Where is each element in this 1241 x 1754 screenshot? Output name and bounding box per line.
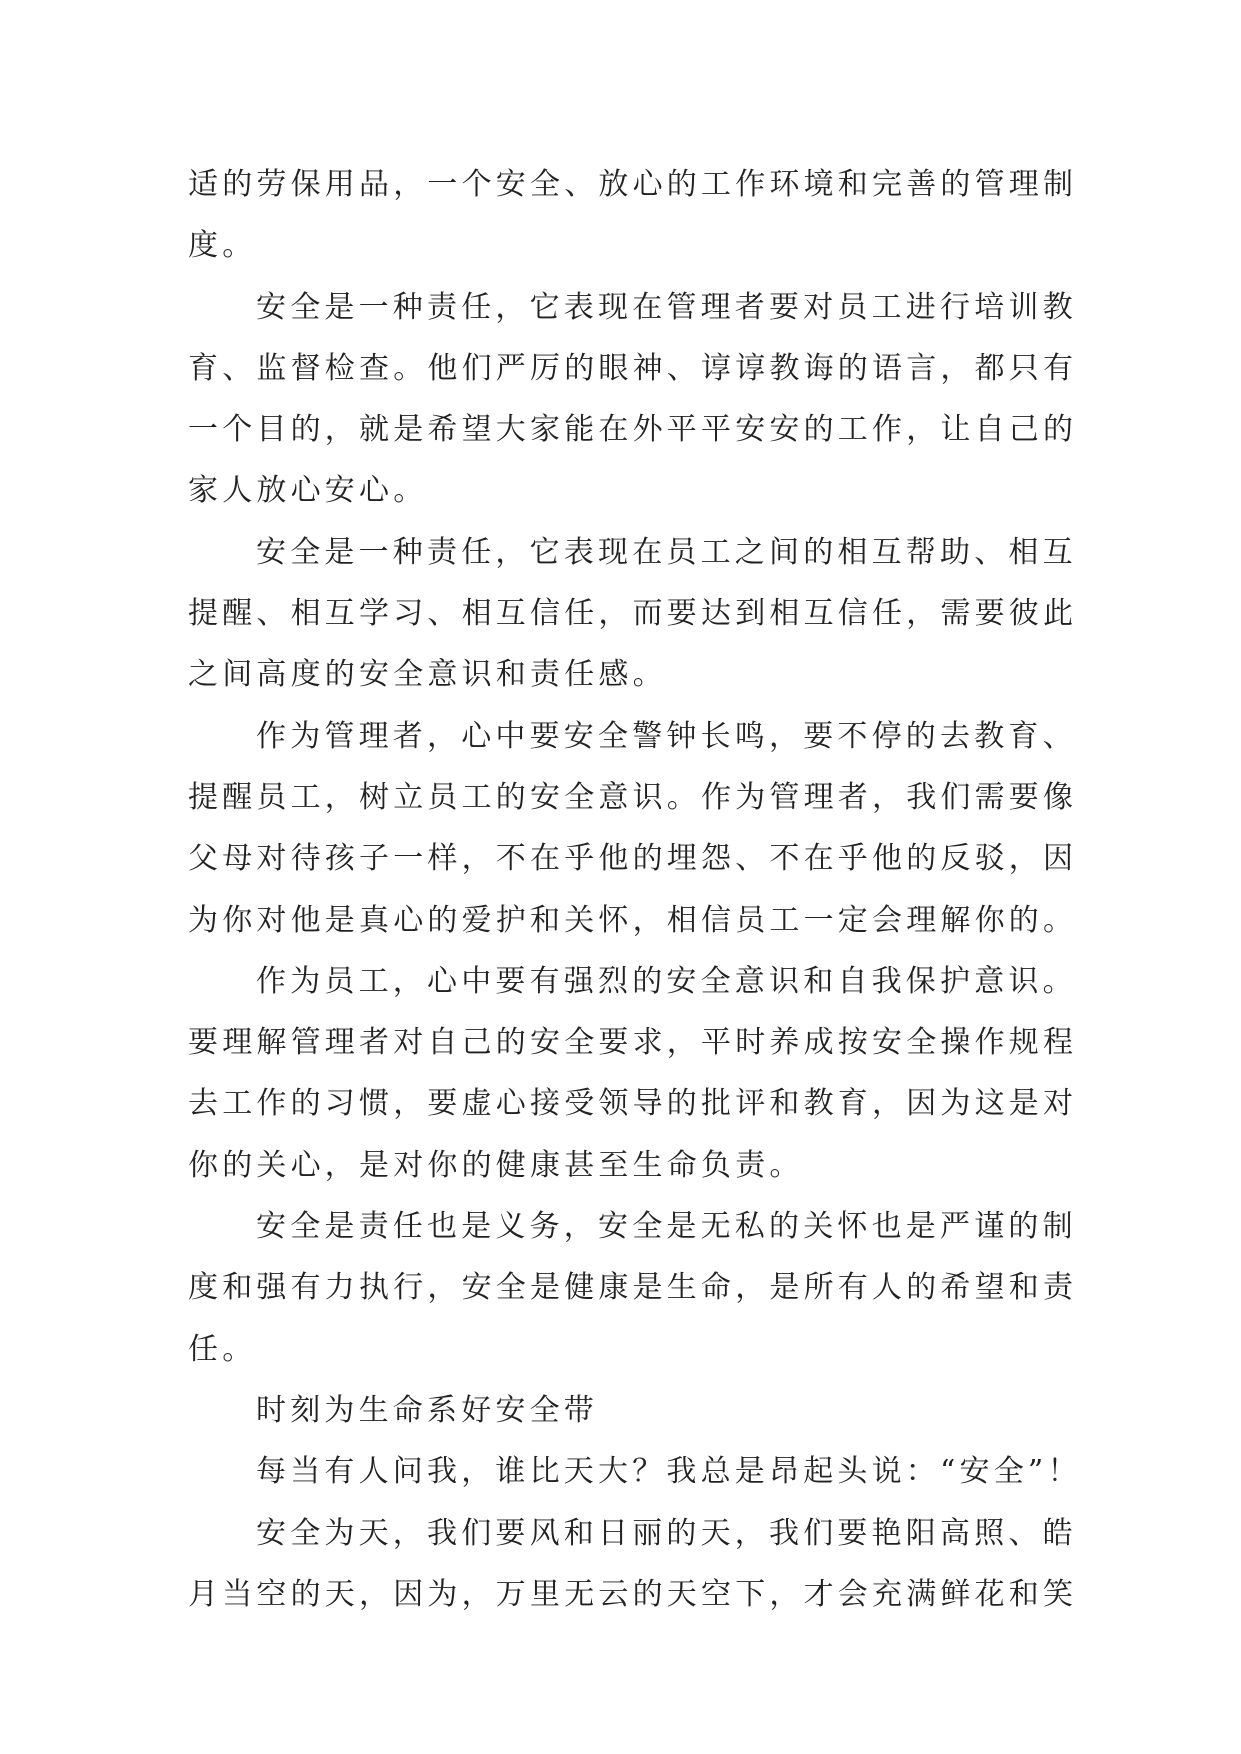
text-line: 为你对他是真心的爱护和关怀，相信员工一定会理解你的。 xyxy=(188,902,1078,938)
text-line: 安全为天，我们要风和日丽的天，我们要艳阳高照、皓 xyxy=(256,1515,1077,1551)
text-line: 要理解管理者对自己的安全要求，平时养成按安全操作规程 xyxy=(188,1025,1078,1061)
text-line: 提醒、相互学习、相互信任，而要达到相互信任，需要彼此 xyxy=(188,596,1078,632)
text-line: 育、监督检查。他们严厉的眼神、谆谆教诲的语言，都只有 xyxy=(188,350,1078,386)
text-line: 作为管理者，心中要安全警钟长鸣，要不停的去教育、 xyxy=(256,718,1077,754)
text-line: 父母对待孩子一样，不在乎他的埋怨、不在乎他的反驳，因 xyxy=(188,841,1078,877)
text-line: 你的关心，是对你的健康甚至生命负责。 xyxy=(188,1147,804,1183)
text-line: 安全是责任也是义务，安全是无私的关怀也是严谨的制 xyxy=(256,1209,1077,1245)
text-line: 之间高度的安全意识和责任感。 xyxy=(188,657,667,693)
text-line: 家人放心安心。 xyxy=(188,473,428,509)
text-line: 度和强有力执行，安全是健康是生命，是所有人的希望和责 xyxy=(188,1270,1078,1306)
text-line: 安全是一种责任，它表现在员工之间的相互帮助、相互 xyxy=(256,534,1077,570)
text-line: 任。 xyxy=(188,1331,257,1367)
text-line: 月当空的天，因为，万里无云的天空下，才会充满鲜花和笑 xyxy=(188,1576,1078,1612)
text-line: 一个目的，就是希望大家能在外平平安安的工作，让自己的 xyxy=(188,412,1078,448)
text-line: 去工作的习惯，要虚心接受领导的批评和教育，因为这是对 xyxy=(188,1086,1078,1122)
document-body xyxy=(188,154,1082,1625)
text-line: 适的劳保用品，一个安全、放心的工作环境和完善的管理制 xyxy=(188,167,1078,202)
text-line: 作为员工，心中要有强烈的安全意识和自我保护意识。 xyxy=(256,963,1077,999)
text-line: 度。 xyxy=(188,228,257,264)
text-line: 提醒员工，树立员工的安全意识。作为管理者，我们需要像 xyxy=(188,779,1078,815)
text-line: 时刻为生命系好安全带 xyxy=(256,1392,598,1428)
text-line: 每当有人问我，谁比天大？我总是昂起头说：“安全”！ xyxy=(256,1454,1082,1490)
text-line: 安全是一种责任，它表现在管理者要对员工进行培训教 xyxy=(256,289,1077,325)
